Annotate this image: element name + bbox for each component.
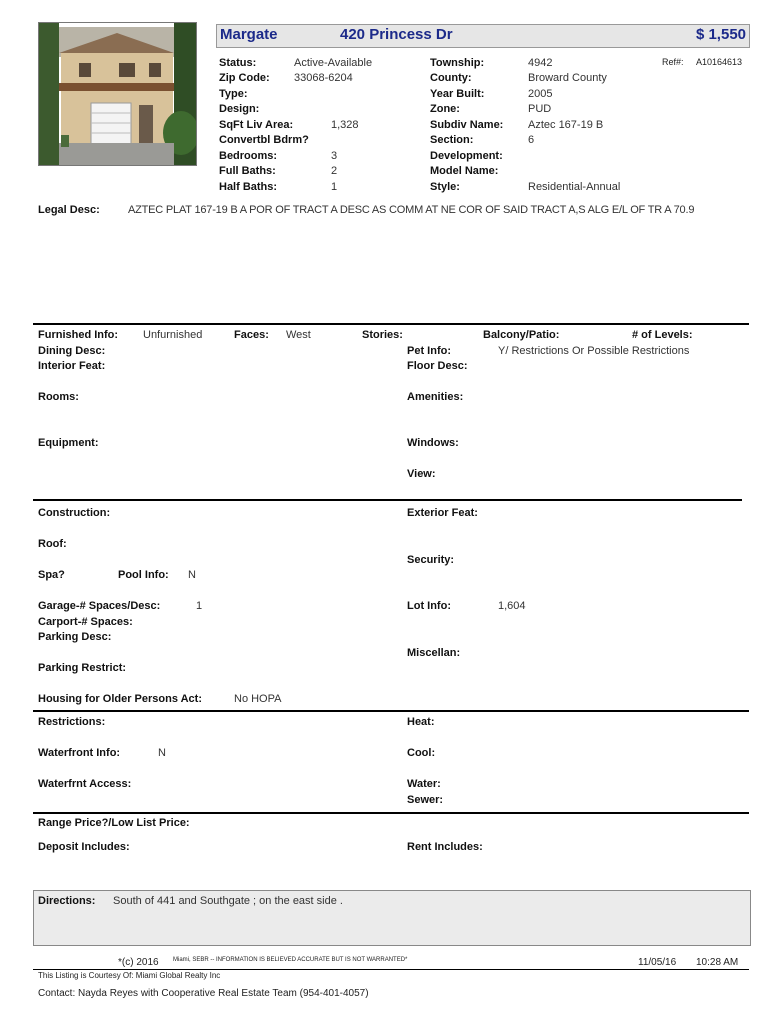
parking-desc-label: Parking Desc: (38, 631, 112, 643)
year-built-value: 2005 (528, 88, 553, 100)
furnished-value: Unfurnished (143, 329, 203, 341)
equipment-label: Equipment: (38, 437, 99, 449)
zone-value: PUD (528, 103, 552, 115)
range-price-label: Range Price?/Low List Price: (38, 817, 190, 829)
carport-label: Carport-# Spaces: (38, 616, 133, 628)
rent-includes-label: Rent Includes: (407, 841, 483, 853)
hopa-value: No HOPA (234, 693, 282, 705)
status-label: Status: (219, 57, 257, 69)
garage-label: Garage-# Spaces/Desc: (38, 600, 161, 612)
miscellan-label: Miscellan: (407, 647, 461, 659)
windows-label: Windows: (407, 437, 459, 449)
city-title: Margate (220, 26, 278, 43)
bedrooms-value: 3 (331, 150, 338, 162)
house-photo-illustration (39, 23, 196, 165)
security-label: Security: (407, 554, 455, 566)
section-label: Section: (430, 134, 474, 146)
style-label: Style: (430, 181, 460, 193)
divider-3 (33, 710, 749, 712)
pool-value: N (188, 569, 196, 581)
half-baths-label: Half Baths: (219, 181, 278, 193)
interior-label: Interior Feat: (38, 360, 106, 372)
type-label: Type: (219, 88, 248, 100)
style-value: Residential-Annual (528, 181, 621, 193)
deposit-label: Deposit Includes: (38, 841, 130, 853)
amenities-label: Amenities: (407, 391, 464, 403)
divider-2 (33, 499, 742, 501)
price-title: $ 1,550 (695, 26, 746, 43)
zip-value: 33068-6204 (294, 72, 353, 84)
lot-value: 1,604 (498, 600, 526, 612)
sqft-label: SqFt Liv Area: (219, 119, 294, 131)
floor-label: Floor Desc: (407, 360, 468, 372)
hopa-label: Housing for Older Persons Act: (38, 693, 203, 705)
print-time: 10:28 AM (696, 957, 739, 968)
half-baths-value: 1 (331, 181, 338, 193)
spa-label: Spa? (38, 569, 65, 581)
model-name-label: Model Name: (430, 165, 499, 177)
lot-label: Lot Info: (407, 600, 451, 612)
ref-label: Ref#: (662, 57, 684, 67)
ref-value: A10164613 (696, 57, 743, 67)
sewer-label: Sewer: (407, 794, 444, 806)
waterfrnt-access-label: Waterfrnt Access: (38, 778, 132, 790)
full-baths-value: 2 (331, 165, 338, 177)
levels-label: # of Levels: (632, 329, 693, 341)
pool-label: Pool Info: (118, 569, 169, 581)
bedrooms-label: Bedrooms: (219, 150, 278, 162)
parking-restrict-label: Parking Restrict: (38, 662, 127, 674)
stories-label: Stories: (362, 329, 403, 341)
construction-label: Construction: (38, 507, 111, 519)
county-label: County: (430, 72, 472, 84)
faces-value: West (286, 329, 311, 341)
legal-label: Legal Desc: (38, 204, 100, 216)
directions-value: South of 441 and Southgate ; on the east side . (113, 895, 343, 907)
township-label: Township: (430, 57, 485, 69)
zone-label: Zone: (430, 103, 460, 115)
sqft-value: 1,328 (331, 119, 359, 131)
garage-value: 1 (196, 600, 203, 612)
rooms-label: Rooms: (38, 391, 79, 403)
copyright-text: *(c) 2016 (118, 957, 159, 968)
year-built-label: Year Built: (430, 88, 485, 100)
cool-label: Cool: (407, 747, 436, 759)
section-value: 6 (528, 134, 535, 146)
convertbl-label: Convertbl Bdrm? (219, 134, 309, 146)
footer-divider (33, 969, 749, 970)
roof-label: Roof: (38, 538, 67, 550)
development-label: Development: (430, 150, 503, 162)
water-label: Water: (407, 778, 441, 790)
waterfront-value: N (158, 747, 166, 759)
divider-1 (33, 323, 749, 325)
subdiv-value: Aztec 167-19 B (528, 119, 604, 131)
pet-label: Pet Info: (407, 345, 451, 357)
full-baths-label: Full Baths: (219, 165, 276, 177)
legal-value: AZTEC PLAT 167-19 B A POR OF TRACT A DESC AS COMM AT NE COR OF SAID TRACT A,S ALG E/L OF TR A 70.9 (128, 204, 695, 216)
dining-label: Dining Desc: (38, 345, 106, 357)
disclaimer-text: Miami, SEBR -- INFORMATION IS BELIEVED ACCURATE BUT IS NOT WARRANTED* (173, 957, 408, 963)
courtesy-text: This Listing is Courtesy Of: Miami Global Realty Inc (38, 971, 221, 980)
faces-label: Faces: (234, 329, 269, 341)
header-bar (216, 24, 750, 48)
exterior-label: Exterior Feat: (407, 507, 478, 519)
pet-value: Y/ Restrictions Or Possible Restrictions (498, 345, 690, 357)
subdiv-label: Subdiv Name: (430, 119, 504, 131)
furnished-label: Furnished Info: (38, 329, 119, 341)
zip-label: Zip Code: (219, 72, 270, 84)
status-value: Active-Available (294, 57, 373, 69)
print-date: 11/05/16 (638, 957, 677, 968)
heat-label: Heat: (407, 716, 435, 728)
restrictions-label: Restrictions: (38, 716, 106, 728)
property-photo (38, 22, 197, 166)
design-label: Design: (219, 103, 260, 115)
contact-text: Contact: Nayda Reyes with Cooperative Real Estate Team (954-401-4057) (38, 988, 369, 999)
balcony-label: Balcony/Patio: (483, 329, 560, 341)
county-value: Broward County (528, 72, 607, 84)
address-title: 420 Princess Dr (340, 26, 453, 43)
waterfront-label: Waterfront Info: (38, 747, 121, 759)
directions-label: Directions: (38, 895, 96, 907)
view-label: View: (407, 468, 436, 480)
township-value: 4942 (528, 57, 553, 69)
divider-4 (33, 812, 749, 814)
